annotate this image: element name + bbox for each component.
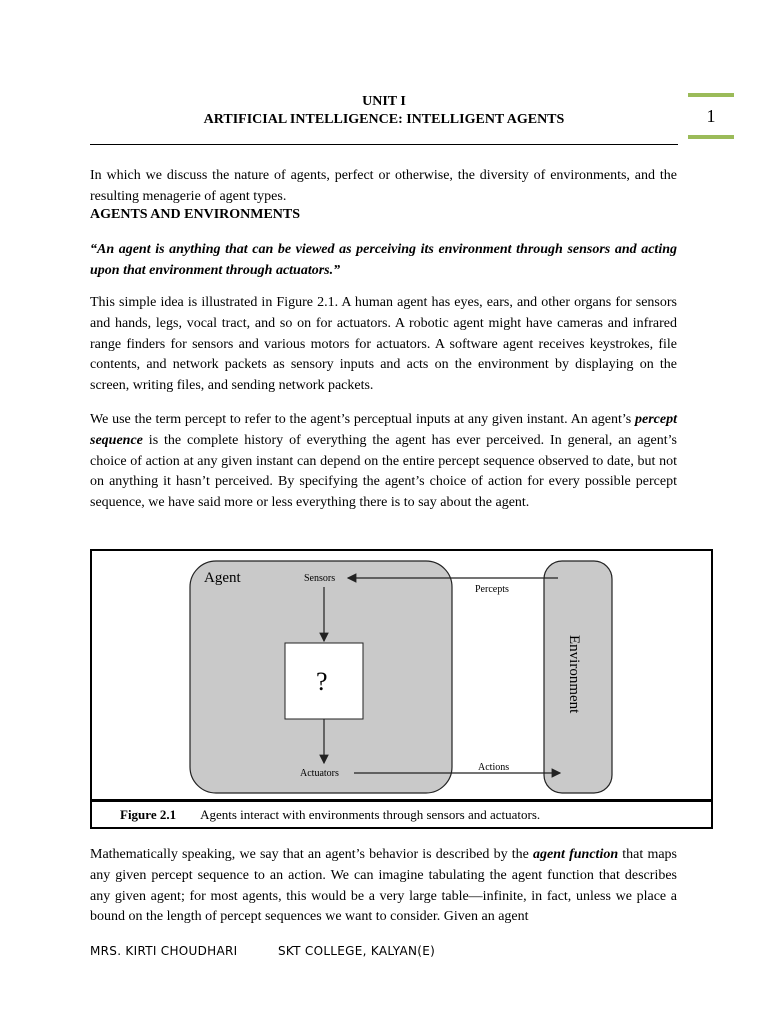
agent-label: Agent <box>204 570 241 586</box>
footer-college: SKT COLLEGE, KALYAN(E) <box>278 944 436 958</box>
agent-environment-diagram <box>92 551 711 797</box>
figure-caption-text: Agents interact with environments through sensors and actuators. <box>200 807 541 822</box>
sensors-label: Sensors <box>304 573 336 584</box>
unit-heading: UNIT I <box>362 94 406 109</box>
page-number: 1 <box>688 93 734 139</box>
environment-label: Environment <box>566 635 582 714</box>
caption-rule <box>92 799 711 802</box>
term-percept-sequence: percept sequence <box>90 412 677 448</box>
unknown-label: ? <box>316 667 328 696</box>
term-agent-function: agent function <box>533 847 619 862</box>
footer-author: MRS. KIRTI CHOUDHARI <box>90 944 238 958</box>
paragraph-sensors-actuators: This simple idea is illustrated in Figure 2.1. A human agent has eyes, ears, and other organs for sensors and hands, legs, vocal tract, and so on for actuators. A robotic agent might have cameras and infrared range finders for sensors and various motors for actuators. A software agent receives keystrokes, file contents, and network packets as sensory inputs and acts on the environment by displaying on the screen, writing files, and sending network packets. <box>90 295 677 394</box>
figure-caption-label: Figure 2.1 <box>120 807 177 822</box>
p3-text-before: We use the term percept to refer to the agent’s perceptual inputs at any given instant. An agent’s <box>90 412 636 427</box>
figure-caption <box>120 807 540 823</box>
percepts-label: Percepts <box>475 584 509 595</box>
figure-agent-environment <box>90 549 713 829</box>
actuators-label: Actuators <box>300 768 339 779</box>
p4-text-after: that maps any given percept sequence to an action. We can imagine tabulating the agent function that describes any given agent; for most agents, this would be a very large table—infinite, in fact, unless we place a bound on the length of percept sequences we want to consider. Given an agent <box>90 847 678 925</box>
section-heading: AGENTS AND ENVIRONMENTS <box>90 207 301 222</box>
page-title: ARTIFICIAL INTELLIGENCE: INTELLIGENT AGENTS <box>203 112 565 127</box>
p4-text-before: Mathematically speaking, we say that an agent’s behavior is described by the <box>90 847 534 862</box>
intro-paragraph: In which we discuss the nature of agents, perfect or otherwise, the diversity of environments, and the resulting menagerie of agent types. <box>90 168 677 204</box>
title-divider <box>90 144 678 145</box>
p3-text-after: is the complete history of everything the agent has ever perceived. In general, an agent’s choice of action at any given instant can depend on the entire percept sequence observed to date, but not on anything it hasn’t perceived. By specifying the agent’s choice of action for every possible percept sequence, we have said more or less everything there is to say about the agent. <box>90 432 677 511</box>
paragraph-percept-sequence <box>90 410 677 514</box>
paragraph-agent-function <box>90 845 677 928</box>
actions-label: Actions <box>478 762 510 773</box>
definition-quote: “An agent is anything that can be viewed as perceiving its environment through sensors and acting upon that environment through actuators.” <box>90 242 677 278</box>
